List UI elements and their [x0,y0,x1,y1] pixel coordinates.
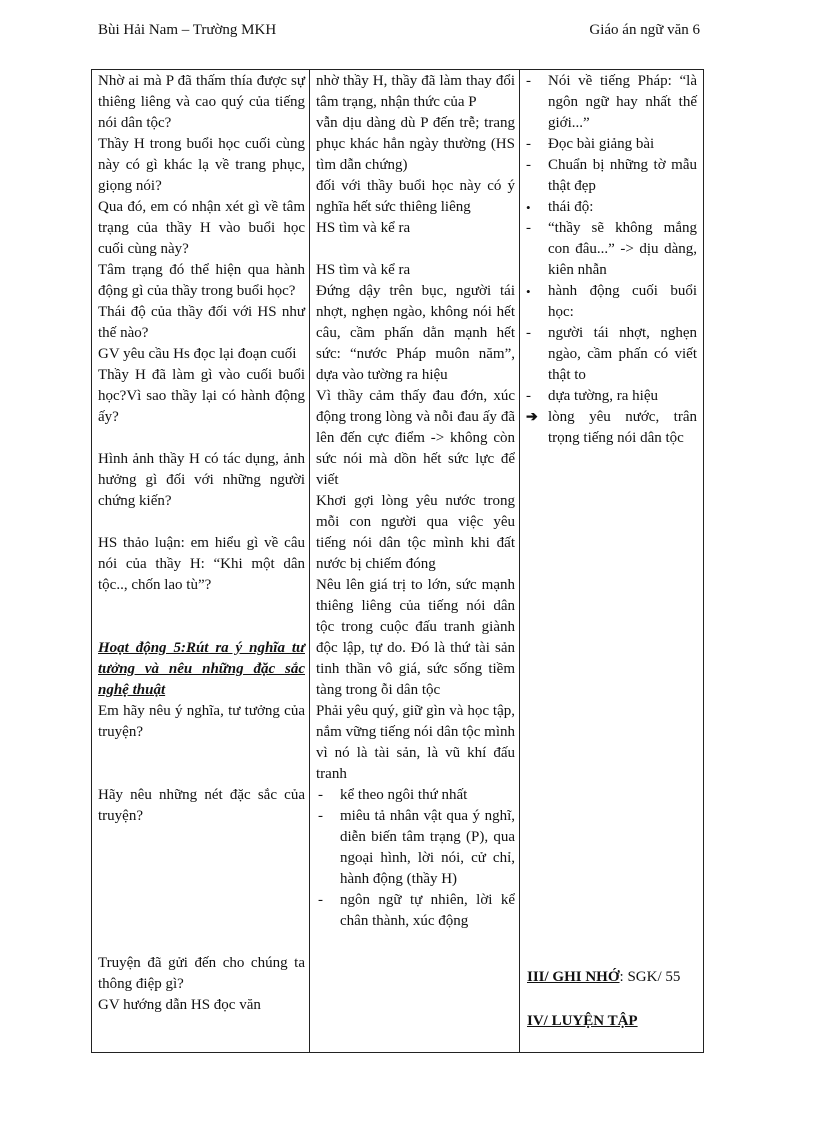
question-text: Hãy nêu những nét đặc sắc của truyện? [98,787,305,824]
list-item: - Chuẩn bị những tờ mẫu thật đẹp [526,155,697,197]
list-item: - miêu tả nhân vật qua ý nghĩ, diễn biến tâm trạng (P), qua ngoại hình, lời nói, cử chỉ, hành động (thầy H) [316,806,515,890]
answer-text: nhờ thầy H, thầy đã làm thay đổi tâm trạng, nhận thức của P [316,73,515,110]
question-text: GV hướng dẫn HS đọc văn [98,997,261,1013]
bullet-icon: • [526,284,531,299]
activity-heading: Hoạt động 5:Rút ra ý nghĩa tư tưởng và nêu những đặc sắc nghệ thuật [98,640,305,698]
column-answers [310,70,520,1052]
bullet-icon: • [526,200,531,215]
list-item: - kể theo ngôi thứ nhất [316,785,515,806]
section-ghinho [527,969,680,986]
header-subject: Giáo án ngữ văn 6 [589,22,700,38]
answer-text: Khơi gợi lòng yêu nước trong mỗi con người qua việc yêu tiếng nói dân tộc mình khi đất nước bị chiếm đóng [316,493,515,572]
question-text: Nhờ ai mà P đã thấm thía được sự thiêng liêng và cao quý của tiếng nói dân tộc? [98,73,305,131]
list-item: - dựa tường, ra hiệu [526,386,697,407]
list-item-text: Đọc bài giảng bài [548,136,655,152]
column-questions [92,70,310,1052]
question-text: Em hãy nêu ý nghĩa, tư tưởng của truyện? [98,703,305,740]
column-notes [520,70,703,1052]
list-item [526,407,697,449]
answer-text: HS tìm và kể ra [316,262,411,278]
question-text: Tâm trạng đó thể hiện qua hành động gì của thầy trong buổi học? [98,262,305,299]
list-item-text: hành động cuối buổi học: [548,283,697,320]
list-item-text: Nói về tiếng Pháp: “là ngôn ngữ hay nhất thế giới...” [548,73,697,131]
list-item [526,281,697,323]
question-text: HS thảo luận: em hiểu gì về câu nói của thầy H: “Khi một dân tộc.., chốn lao tù”? [98,535,305,593]
list-item: - Nói về tiếng Pháp: “là ngôn ngữ hay nhất thế giới...” [526,71,697,134]
answer-text: HS tìm và kể ra [316,220,411,236]
list-item: - ngôn ngữ tự nhiên, lời kể chân thành, xúc động [316,890,515,932]
list-item: - người tái nhợt, nghẹn ngào, cầm phấn có viết thật to [526,323,697,386]
answer-text: Đứng dậy trên bục, người tái nhợt, nghẹn ngào, không nói hết câu, cầm phấn dằn mạnh hết sức: “nước Pháp muôn năm”, dựa vào tường ra hiệu [316,283,515,383]
arrow-right-icon: ➔ [526,410,538,425]
list-item-text: miêu tả nhân vật qua ý nghĩ, diễn biến tâm trạng (P), qua ngoại hình, lời nói, cử chỉ, hành động (thầy H) [340,808,515,887]
list-item-text: người tái nhợt, nghẹn ngào, cầm phấn có viết thật to [548,325,697,383]
list-item: - “thầy sẽ không mắng con đâu...” -> dịu dàng, kiên nhẫn [526,218,697,281]
section-ghinho-text: : SGK/ 55 [619,969,681,985]
list-item [526,197,697,218]
list-item-text: ngôn ngữ tự nhiên, lời kể chân thành, xúc động [340,892,515,929]
list-item-text: thái độ: [548,199,594,215]
question-text: Thầy H đã làm gì vào cuối buổi học?Vì sao thầy lại có hành động ấy? [98,367,305,425]
section-luyentap [527,1013,638,1030]
list-item-text: kể theo ngôi thứ nhất [340,787,468,803]
list-item: - Đọc bài giảng bài [526,134,697,155]
question-text: Qua đó, em có nhận xét gì về tâm trạng của thầy H vào buổi học cuối cùng này? [98,199,305,257]
question-text: GV yêu cầu Hs đọc lại đoạn cuối [98,346,297,362]
answer-text: Phải yêu quý, giữ gìn và học tập, nắm vững tiếng nói dân tộc mình vì nó là tài sản, là vũ khí đấu tranh [316,703,515,782]
question-text: Truyện đã gửi đến cho chúng ta thông điệp gì? [98,955,305,992]
answer-text: vẫn dịu dàng dù P đến trễ; trang phục khác hẳn ngày thường (HS tìm dẫn chứng) [316,115,515,173]
list-item-text: dựa tường, ra hiệu [548,388,658,404]
lesson-table [91,69,704,1053]
header-author: Bùi Hải Nam – Trường MKH [98,22,277,38]
question-text: Thầy H trong buổi học cuối cùng này có gì khác lạ về trang phục, giọng nói? [98,136,305,194]
section-ghinho-label: III/ GHI NHỚ [527,969,620,985]
list-item-text: “thầy sẽ không mắng con đâu...” -> dịu dàng, kiên nhẫn [548,220,697,278]
question-text: Hình ảnh thầy H có tác dụng, ảnh hưởng gì đối với những người chứng kiến? [98,451,305,509]
answer-text: Nêu lên giá trị to lớn, sức mạnh thiêng liêng của tiếng nói dân tộc trong cuộc đấu tranh giành độc lập, tự do. Đó là thứ tài sản tinh thần vô giá, sức sống tiềm tàng trong ỗi dân tộc [316,577,515,698]
list-item-text: lòng yêu nước, trân trọng tiếng nói dân tộc [548,409,697,446]
question-text: Thái độ của thầy đối với HS như thế nào? [98,304,305,341]
section-luyentap-label: IV/ LUYỆN TẬP [527,1013,638,1029]
answer-text: Vì thầy cảm thấy đau đớn, xúc động trong lòng và nỗi đau ấy đã lên đến cực điểm -> không còn sức nói mà dồn hết sức lực để viết [316,388,515,488]
list-item-text: Chuẩn bị những tờ mẫu thật đẹp [548,157,697,194]
answer-text: đối với thầy buổi học này có ý nghĩa hết sức thiêng liêng [316,178,515,215]
